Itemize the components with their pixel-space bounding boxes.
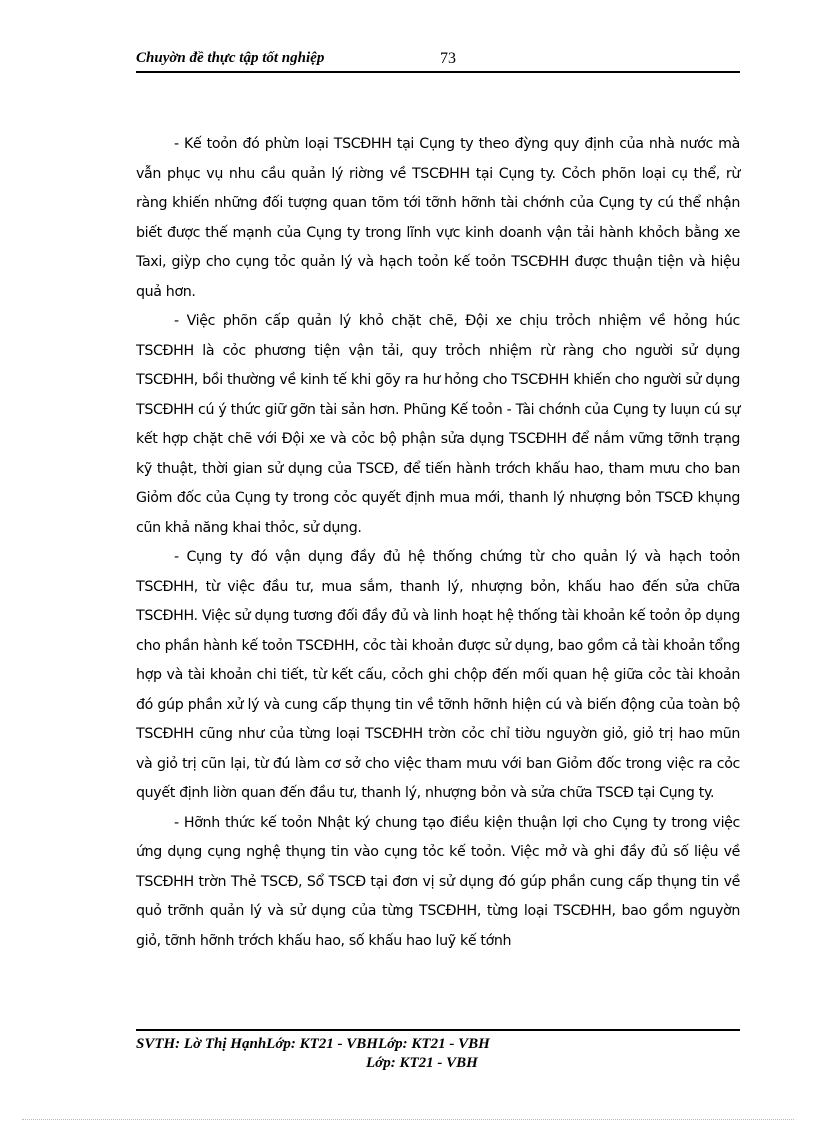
footer-student-info: SVTH: Lờ Thị HạnhLớp: KT21 - VBHLớp: KT21 - VBH [136, 1036, 490, 1052]
paragraph-2: - Việc phõn cấp quản lý khỏ chặt chẽ, Đội xe chịu trỏch nhiệm về hỏng húc TSCĐHH là cỏc phương tiện vận tải, quy trỏch nhiệm rừ ràng cho người sử dụng TSCĐHH, bồi thường về kinh tế khi gõy ra hư hỏng cho TSCĐHH khiến cho người sử dụng TSCĐHH cú ý thức giữ gỡn tài sản hơn. Phũng Kế toỏn - Tài chớnh của Cụng ty luụn cú sự kết hợp chặt chẽ với Đội xe và cỏc bộ phận sửa dụng TSCĐHH để nắm vững tỡnh trạng kỹ thuật, thời gian sử dụng của TSCĐ, để tiến hành trớch khấu hao, tham mưu cho ban Giỏm đốc của Cụng ty trong cỏc quyết định mua mới, thanh lý nhượng bỏn TSCĐ khụng cũn khả năng khai thỏc, sử dụng. [136, 313, 740, 536]
paragraph-4: - Hỡnh thức kế toỏn Nhật ký chung tạo điều kiện thuận lợi cho Cụng ty trong việc ứng dụng cụng nghệ thụng tin vào cụng tỏc kế toỏn. Việc mở và ghi đầy đủ số liệu về TSCĐHH trờn Thẻ TSCĐ, Sổ TSCĐ tại đơn vị sử dụng đó gúp phần cung cấp thụng tin về quỏ trỡnh quản lý và sử dụng của từng TSCĐHH, từng loại TSCĐHH, bao gồm nguyờn giỏ, tỡnh hỡnh trớch khấu hao, số khấu hao luỹ kế tớnh [136, 814, 740, 949]
header-title: Chuyờn đề thực tập tốt nghiệp [136, 50, 325, 66]
page-bottom-dotted-rule [22, 1119, 794, 1120]
paragraph-3: - Cụng ty đó vận dụng đầy đủ hệ thống chứng từ cho quản lý và hạch toỏn TSCĐHH, từ việc đầu tư, mua sắm, thanh lý, nhượng bỏn, khấu hao đến sửa chữa TSCĐHH. Việc sử dụng tương đối đầy đủ và linh hoạt hệ thống tài khoản kế toỏn ỏp dụng cho phần hành kế toỏn TSCĐHH, cỏc tài khoản được sử dụng, bao gồm cả tài khoản tổng hợp và tài khoản chi tiết, từ kết cấu, cỏch ghi chộp đến mối quan hệ giữa cỏc tài khoản đó gúp phần xử lý và cung cấp thụng tin về tỡnh hỡnh hiện cú và biến động của toàn bộ TSCĐHH cũng như của từng loại TSCĐHH trờn cỏc chỉ tiờu nguyờn giỏ, giỏ trị hao mũn và giỏ trị cũn lại, từ đú làm cơ sở cho việc tham mưu với ban Giỏm đốc trong việc ra cỏc quyết định liờn quan đến đầu tư, thanh lý, nhượng bỏn và sửa chữa TSCĐ tại Cụng ty. [136, 549, 740, 801]
paragraph-1: - Kế toỏn đó phừn loại TSCĐHH tại Cụng ty theo đỳng quy định của nhà nước mà vẫn phục vụ nhu cầu quản lý riờng về TSCĐHH tại Cụng ty. Cỏch phõn loại cụ thể, rừ ràng khiến những đối tượng quan tõm tới tỡnh hỡnh tài chớnh của Cụng ty cú thể nhận biết được thế mạnh của Cụng ty trong lĩnh vực kinh doanh vận tải hành khỏch bằng xe Taxi, giỳp cho cụng tỏc quản lý và hạch toỏn kế toỏn TSCĐHH được thuận tiện và hiệu quả hơn. [136, 136, 740, 300]
footer-class-info: Lớp: KT21 - VBH [366, 1055, 478, 1071]
footer-divider [136, 1029, 740, 1031]
page-number: 73 [440, 50, 456, 67]
document-body [136, 130, 740, 956]
page-header [136, 49, 740, 73]
